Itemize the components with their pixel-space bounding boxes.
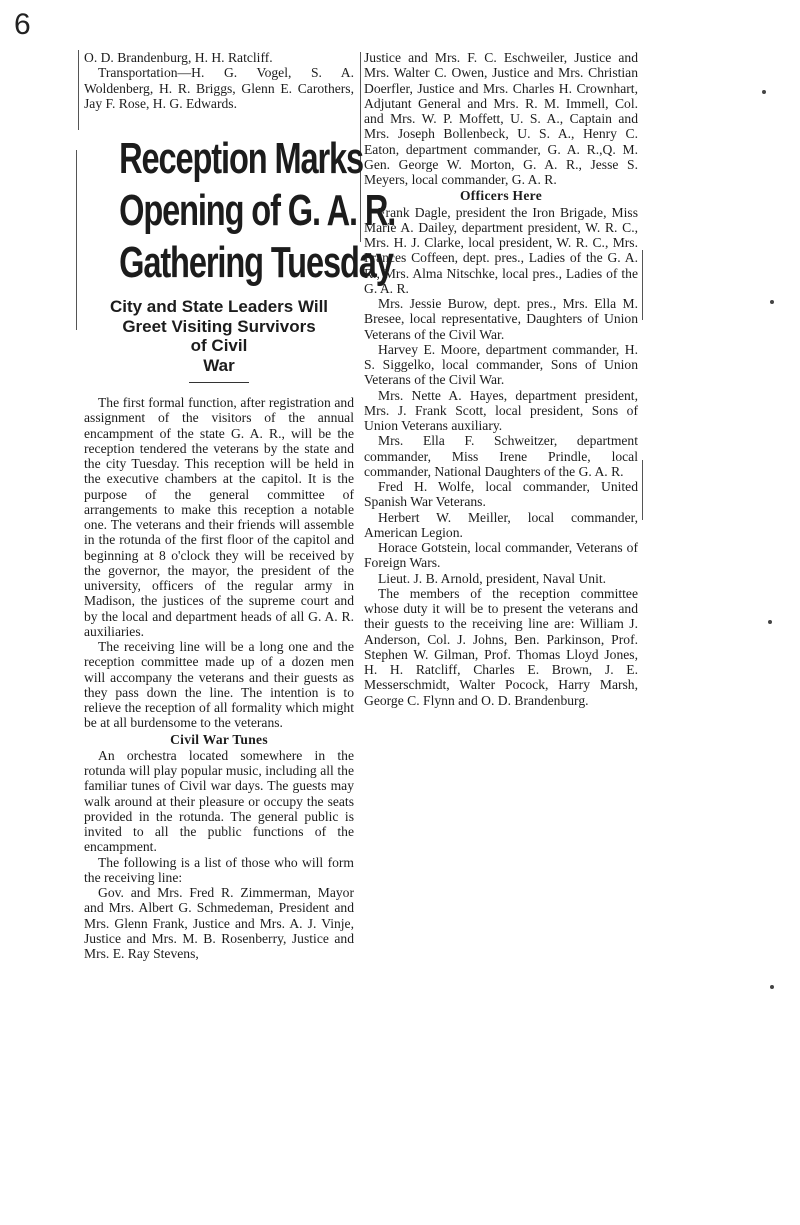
headline-line: Opening of G. A. R. bbox=[119, 186, 396, 235]
margin-line bbox=[78, 50, 79, 130]
article-paragraph: An orchestra located somewhere in the rotunda will play popular music, including all the familiar tunes of Civil war days. The guests may walk around at their pleasure or occupy the seats provided in the rotunda. The general public is invited to all the public functions of the encampment. bbox=[84, 747, 354, 855]
right-column bbox=[364, 50, 638, 708]
headline-line: Gathering Tuesday bbox=[119, 238, 393, 287]
article-paragraph: Fred H. Wolfe, local commander, United Spanish War Veterans. bbox=[364, 479, 638, 510]
scan-dot bbox=[770, 300, 774, 304]
intro-line: Transportation—H. G. Vogel, S. A. Woldenberg, H. R. Briggs, Glenn E. Carothers, Jay F. Rose, H. G. Edwards. bbox=[84, 65, 354, 111]
article-paragraph: Mrs. Nette A. Hayes, department president, Mrs. J. Frank Scott, local president, Sons of Union Veterans auxiliary. bbox=[364, 387, 638, 433]
article-paragraph: Justice and Mrs. F. C. Eschweiler, Justice and Mrs. Walter C. Owen, Justice and Mrs. Christian Doerfler, Justice and Mrs. Charles H. Crownhart, Adjutant General and Mrs. R. M. Immell, Col. and Mrs. W. P. Moffett, U. S. A., Captain and Mrs. Joseph Bollenbeck, U. S. A., Henry C. Eaton, department commander, G. A. R.,Q. M. Gen. George W. Morton, G. A. R., Jesse S. Meyers, local commander, G. A. R. bbox=[364, 50, 638, 187]
article-paragraph: Mrs. Ella F. Schweitzer, department commander, Miss Irene Prindle, local commander, National Daughters of the G. A. R. bbox=[364, 433, 638, 479]
scan-dot bbox=[762, 90, 766, 94]
page-number: 6 bbox=[14, 8, 31, 41]
subhead: Officers Here bbox=[460, 188, 542, 204]
article-paragraph: Lieut. J. B. Arnold, president, Naval Unit. bbox=[378, 570, 607, 586]
article-paragraph: Frank Dagle, president the Iron Brigade, Miss Marie A. Dailey, department president, W. R. C., Mrs. H. J. Clarke, local president, W. R. C., Mrs. Frances Coffeen, dept. pres., Ladies of the G. A. R., Mrs. Alma Nitschke, local pres., Ladies of the G. A. R. bbox=[364, 204, 638, 296]
article-paragraph: Herbert W. Meiller, local commander, American Legion. bbox=[364, 509, 638, 540]
intro-line: O. D. Brandenburg, H. H. Ratcliff. bbox=[84, 50, 273, 65]
article-paragraph: Gov. and Mrs. Fred R. Zimmerman, Mayor and Mrs. Albert G. Schmedeman, President and Mrs. Glenn Frank, Justice and Mrs. A. J. Vinje, Justice and Mrs. M. B. Rosenberry, Justice and Mrs. E. Ray Stevens, bbox=[84, 885, 354, 961]
margin-line bbox=[642, 460, 643, 520]
left-column bbox=[84, 50, 396, 961]
margin-line bbox=[76, 150, 77, 330]
headline bbox=[119, 133, 396, 289]
margin-line bbox=[642, 250, 643, 320]
deck-line: War bbox=[203, 355, 235, 375]
deck-line: of Civil bbox=[190, 336, 248, 355]
article-paragraph: The receiving line will be a long one and the reception committee made up of a dozen men will accompany the veterans and their guests as they pass down the line. The intention is to relieve the reception of all formality which might be at all burdensome to the veterans. bbox=[84, 639, 354, 731]
deck bbox=[84, 297, 354, 375]
article-paragraph: The first formal function, after registration and assignment of the visitors of the annual encampment of the state G. A. R., will be the reception tendered the veterans by the state and the city Tuesday. This reception will be held in the executive chambers at the capitol. It is the purpose of the general committee of arrangements to make this reception a notable one. The veterans and their friends will assemble in the rotunda of the first floor of the capitol and beginning at 8 o'clock they will be received by the governor, the mayor, the president of the university, officers of the regular army in Madison, the justices of the supreme court and by the local and department heads of all G. A. R. auxiliaries. bbox=[84, 395, 354, 639]
subhead: Civil War Tunes bbox=[170, 731, 268, 747]
deck-line: Greet Visiting Survivors bbox=[122, 316, 316, 336]
article-paragraph: The members of the reception committee whose duty it will be to present the veterans and their guests to the receiving line are: William J. Anderson, Col. J. Johns, Ben. Parkinson, Prof. Stephen W. Gilman, Prof. Thomas Lloyd Jones, H. H. Ratcliff, Charles E. Brown, J. E. Messerschmidt, Walter Pocock, Harry Marsh, George C. Flynn and O. D. Brandenburg. bbox=[364, 585, 638, 708]
scan-dot bbox=[770, 985, 774, 989]
article-paragraph: Harvey E. Moore, department commander, H. S. Siggelko, local commander, Sons of Union Veterans of the Civil War. bbox=[364, 341, 638, 388]
scan-dot bbox=[768, 620, 772, 624]
headline-line: Reception Marks bbox=[119, 134, 364, 183]
divider bbox=[189, 382, 249, 383]
article-paragraph: Mrs. Jessie Burow, dept. pres., Mrs. Ella M. Bresee, local representative, Daughters of Union Veterans of the Civil War. bbox=[364, 296, 638, 342]
deck-line: City and State Leaders Will bbox=[109, 297, 329, 316]
article-paragraph: Horace Gotstein, local commander, Veterans of Foreign Wars. bbox=[364, 540, 638, 571]
article-paragraph: The following is a list of those who will form the receiving line: bbox=[84, 854, 354, 885]
